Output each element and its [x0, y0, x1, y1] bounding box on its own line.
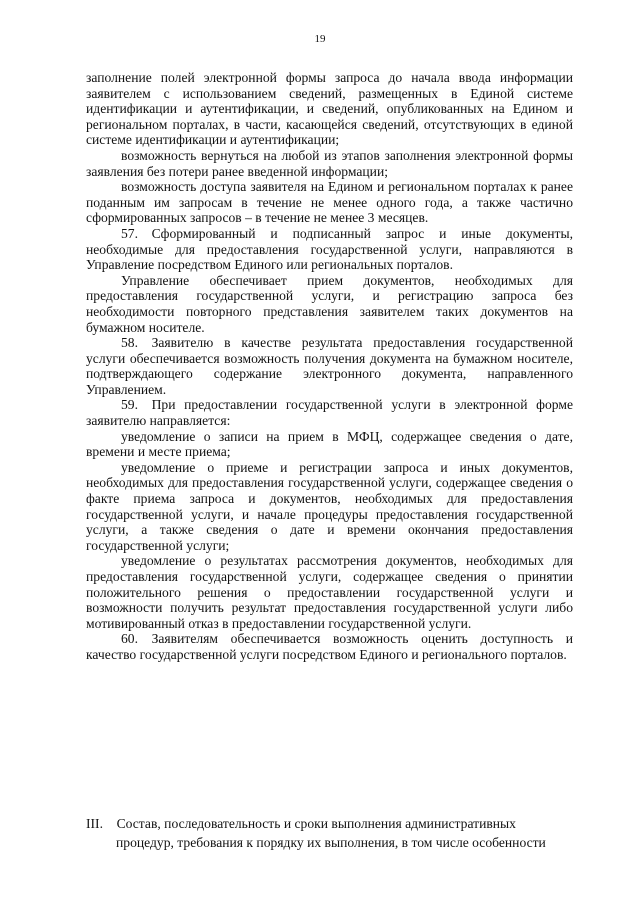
paragraph: уведомление о записи на прием в МФЦ, содержащее сведения о дате, времени и месте приема; [86, 428, 573, 460]
document-body [86, 70, 573, 663]
paragraph-60: 60. Заявителям обеспечивается возможность оценить доступность и качество государственной услуги посредством Единого и регионального порталов. [86, 631, 573, 662]
paragraph: возможность доступа заявителя на Едином и региональном порталах к ранее поданным им запросам в течение не менее одного года, а также частично сформированных запросов – в течение не менее 3 месяцев. [86, 179, 573, 226]
paragraph: уведомление о результатах рассмотрения документов, необходимых для предоставления государственной услуги, содержащее сведения о принятии положительного решения о предоставлении государственной услуги и возможности получить результат предоставления государственной услуги либо мотивированный отказ в предоставлении государственной услуги. [86, 553, 573, 631]
section-heading-line: процедур, требования к порядку их выполнения, в том числе особенности [116, 835, 546, 850]
section-heading [86, 814, 573, 852]
paragraph: уведомление о приеме и регистрации запроса и иных документов, необходимых для предоставления государственной услуги, содержащее сведения о факте приема запроса и документов, необходимых для предоставления государственной услуги, и начале процедуры предоставления государственной услуги, а также сведения о дате и времени окончания предоставления государственной услуги; [86, 459, 573, 553]
paragraph: заполнение полей электронной формы запроса до начала ввода информации заявителем с использованием сведений, размещенных в Единой системе идентификации и аутентификации, и сведений, опубликованных на Едином и региональном порталах, в части, касающейся сведений, отсутствующих в единой системе идентификации и аутентификации; [86, 70, 573, 148]
paragraph-58: 58. Заявителю в качестве результата предоставления государственной услуги обеспечивается возможность получения документа на бумажном носителе, подтверждающего содержание электронного документа, направленного Управлением. [86, 335, 573, 397]
paragraph-57: 57. Сформированный и подписанный запрос и иные документы, необходимые для предоставления государственной услуги, направляются в Управление посредством Единого или региональных порталов. [86, 225, 573, 273]
paragraph: Управление обеспечивает прием документов, необходимых для предоставления государственной услуги, и регистрацию запроса без необходимости повторного представления заявителем таких документов на бумажном носителе. [86, 272, 573, 335]
paragraph: возможность вернуться на любой из этапов заполнения электронной формы заявления без потери ранее введенной информации; [86, 147, 573, 179]
paragraph-59: 59. При предоставлении государственной услуги в электронной форме заявителю направляется: [86, 397, 573, 429]
page-number: 19 [314, 33, 326, 45]
section-heading-line: III. Состав, последовательность и сроки выполнения административных [86, 816, 516, 831]
